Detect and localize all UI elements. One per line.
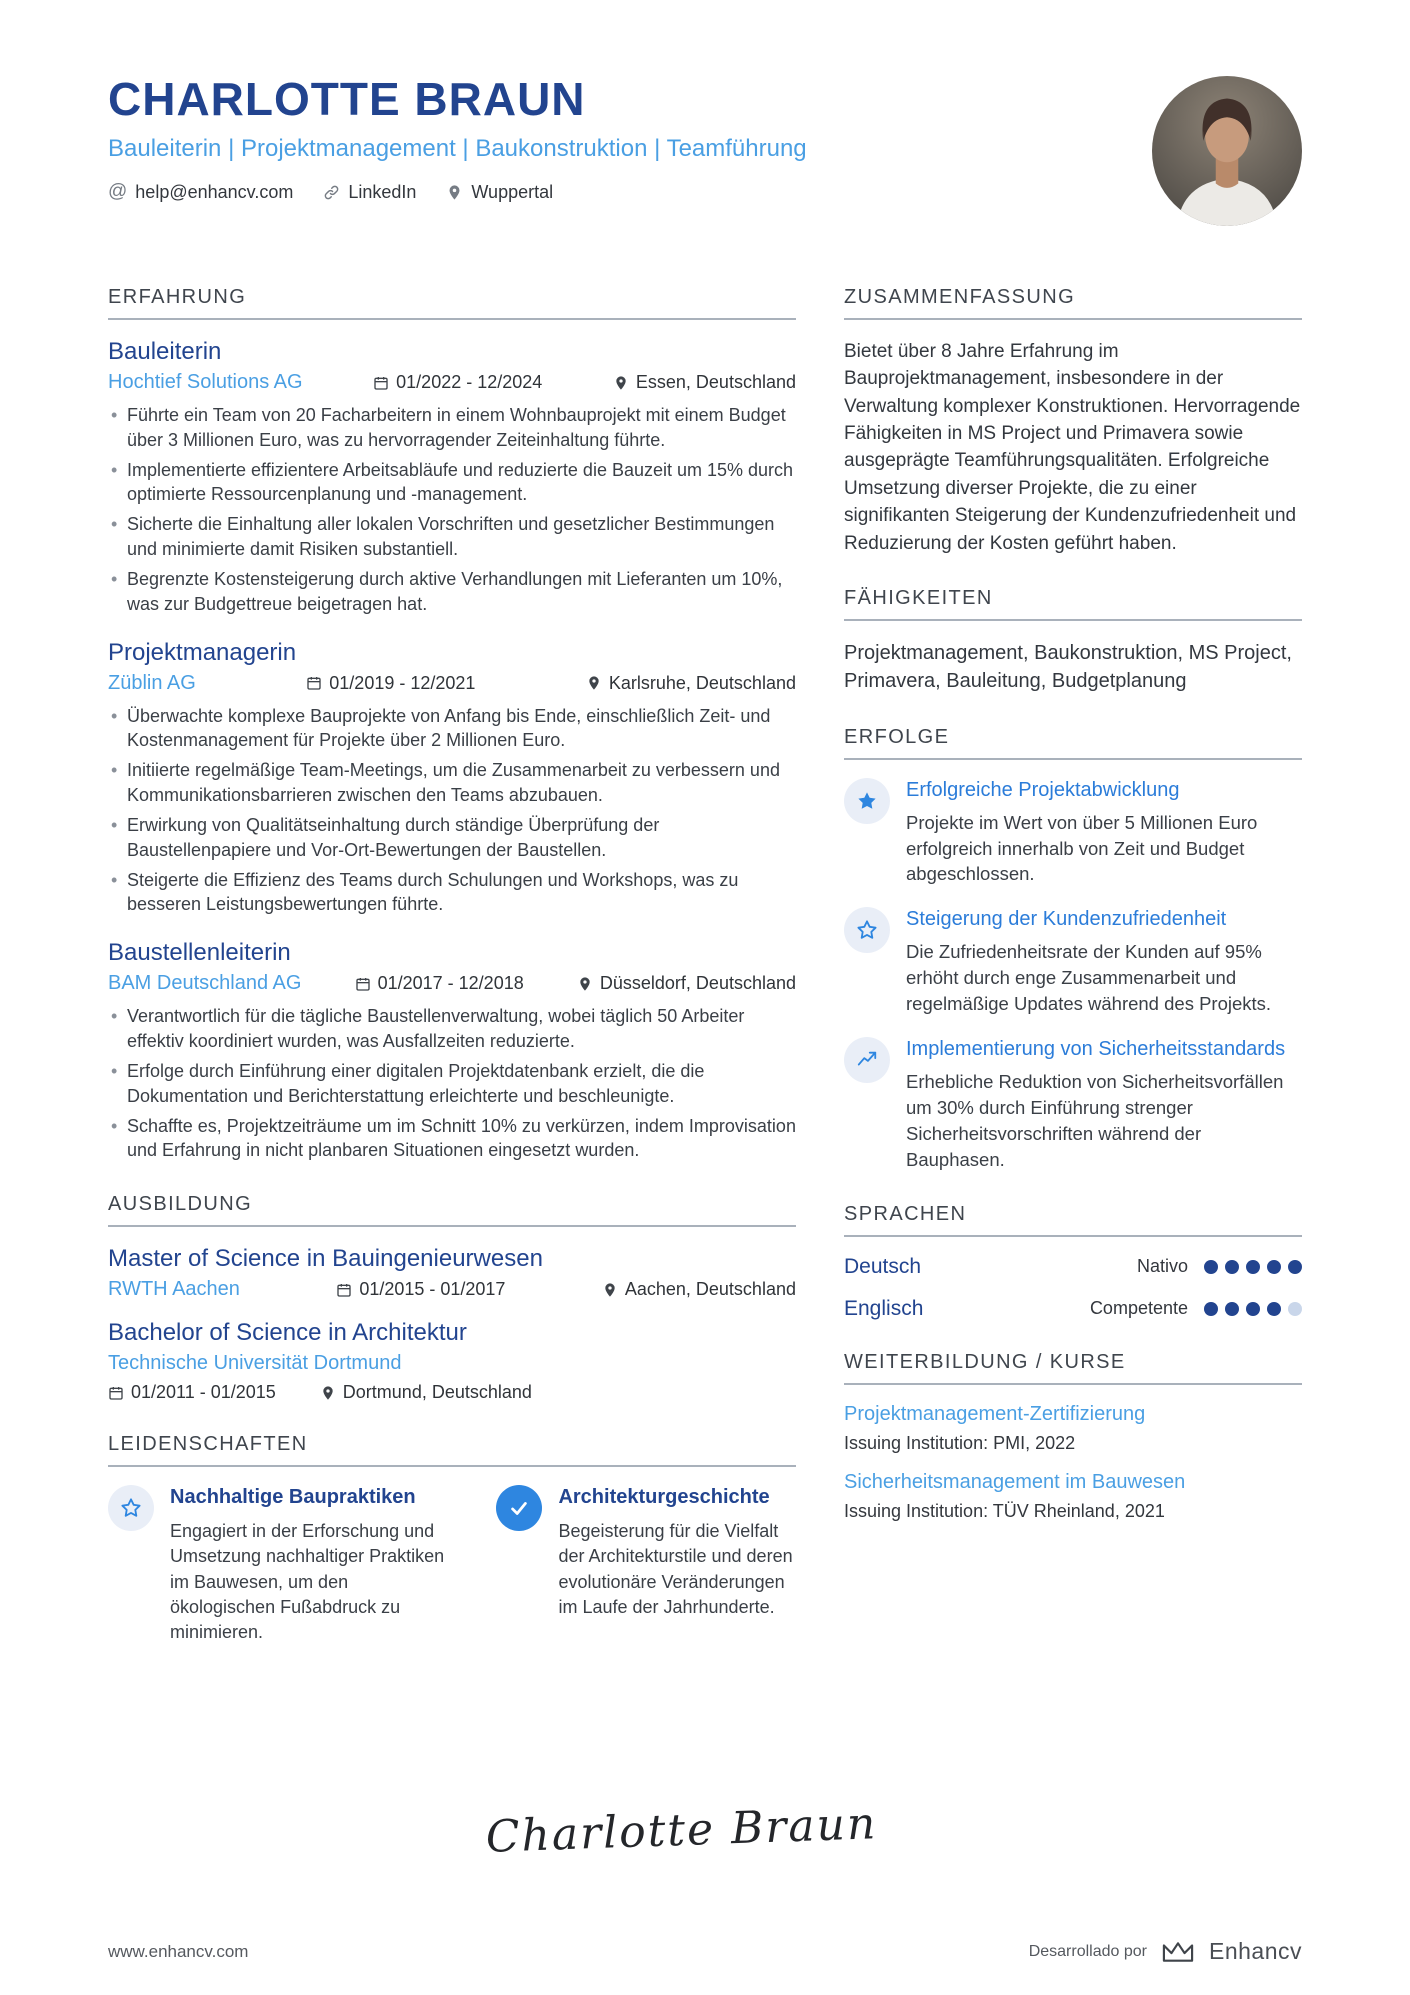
credit-text: Desarrollado por [1028, 1942, 1147, 1960]
bullet: • Sicherte die Einhaltung aller lokalen Vorschriften und gesetzlicher Bestimmungen und minimierte damit Risiken substantiell. [108, 512, 796, 562]
courses-title: WEITERBILDUNG / KURSE [844, 1351, 1302, 1385]
email-text[interactable]: help@enhancv.com [135, 181, 294, 202]
proficiency-dot [1288, 1302, 1302, 1316]
bullet: • Steigerte die Effizienz des Teams durch Schulungen und Workshops, was zu besseren Leistungsbewertungen führte. [108, 868, 796, 918]
calendar-icon [355, 976, 371, 992]
bullet: • Verantwortlich für die tägliche Baustellenverwaltung, wobei täglich 50 Arbeiter effektiv koordiniert wurden, was Ausfallzeiten reduzierte. [108, 1004, 796, 1054]
education-meta [108, 1382, 796, 1403]
passion-text: Engagiert in der Erforschung und Umsetzung nachhaltiger Praktiken im Bauwesen, um den ökologischen Fußabdruck zu minimieren. [170, 1521, 445, 1642]
school-link[interactable]: RWTH Aachen [108, 1278, 240, 1301]
footer [108, 1938, 1302, 1965]
location-pin-icon [586, 675, 602, 691]
language-level: Nativo [1136, 1256, 1188, 1277]
location-pin-icon [577, 976, 593, 992]
bullet: • Erfolge durch Einführung einer digitalen Projektdatenbank erzielt, die die Dokumentation und Berichterstattung erleichterte und beschleunigte. [108, 1059, 796, 1109]
location-pin-icon [320, 1385, 336, 1401]
bullet: • Erwirkung von Qualitätseinhaltung durch ständige Überprüfung der Baustellenpapiere und Vor-Ort-Bewertungen der Baustellen. [108, 813, 796, 863]
header-text [108, 72, 807, 203]
education-entry [108, 1319, 796, 1403]
course-entry [844, 1471, 1302, 1522]
section-passions [108, 1433, 796, 1645]
achievement-heading: Implementierung von Sicherheitsstandards [906, 1038, 1286, 1060]
passion-content [170, 1485, 452, 1645]
passion-text: Begeisterung für die Vielfalt der Architekturstile und deren evolutionäre Veränderungen im Laufe der Jahrhunderte. [558, 1521, 793, 1617]
achievement-entry [844, 907, 1302, 1017]
job-bullets [108, 704, 796, 918]
education-dates [108, 1382, 276, 1403]
education-entry [108, 1245, 796, 1301]
language-proficiency-dots [1204, 1302, 1302, 1316]
contact-row [108, 181, 807, 203]
course-link[interactable]: Sicherheitsmanagement im Bauwesen [844, 1470, 1186, 1493]
dates-text: 01/2022 - 12/2024 [396, 372, 543, 392]
job-dates [306, 673, 475, 694]
bullet: • Schaffte es, Projektzeiträume um im Schnitt 10% zu verkürzen, indem Improvisation und Erfahrung in nicht planbaren Situationen eingesetzt wurden. [108, 1114, 796, 1164]
dates-text: 01/2011 - 01/2015 [131, 1382, 276, 1403]
job-role: Projektmanagerin [108, 638, 297, 666]
bullet: • Begrenzte Kostensteigerung durch aktive Verhandlungen mit Lieferanten um 10%, was zur Budgettreue beigetragen hat. [108, 567, 796, 617]
location-text: Aachen, Deutschland [624, 1279, 796, 1300]
proficiency-dot [1204, 1302, 1218, 1316]
dates-text: 01/2015 - 01/2017 [359, 1279, 506, 1300]
brand-name[interactable]: Enhancv [1208, 1938, 1302, 1964]
at-icon: @ [108, 181, 128, 202]
school-line [108, 1352, 796, 1375]
job-entry [108, 939, 796, 1163]
dates-text: 01/2019 - 12/2021 [329, 672, 476, 693]
achievement-content [906, 907, 1302, 1017]
job-entry [108, 639, 796, 918]
achievement-content [906, 1037, 1302, 1173]
proficiency-dot [1267, 1302, 1281, 1316]
education-location [320, 1382, 532, 1403]
check-icon [496, 1485, 542, 1531]
job-location [613, 372, 796, 393]
website-link[interactable]: www.enhancv.com [108, 1941, 249, 1961]
person-name: CHARLOTTE BRAUN [108, 73, 586, 125]
star-outline-icon [108, 1485, 154, 1531]
achievement-text: Die Zufriedenheitsrate der Kunden auf 95% erhöht durch enge Zusammenarbeit und regelmäßige Updates während des Projekts. [906, 941, 1272, 1015]
proficiency-dot [1225, 1302, 1239, 1316]
bullet: • Initiierte regelmäßige Team-Meetings, um die Zusammenarbeit zu verbessern und Kommunikationsbarrieren zwischen den Teams abzubauen. [108, 758, 796, 808]
education-dates [336, 1279, 505, 1300]
course-institution: Issuing Institution: TÜV Rheinland, 2021 [844, 1500, 1165, 1521]
passion-heading: Architekturgeschichte [558, 1486, 770, 1509]
job-entry [108, 338, 796, 617]
profile-photo [1152, 76, 1302, 226]
course-institution: Issuing Institution: PMI, 2022 [844, 1432, 1076, 1453]
job-meta [108, 371, 796, 394]
school-link[interactable]: Technische Universität Dortmund [108, 1352, 402, 1375]
calendar-icon [306, 675, 322, 691]
achievement-entry [844, 778, 1302, 888]
star-outline-icon [844, 907, 890, 953]
passions-title: LEIDENSCHAFTEN [108, 1433, 796, 1467]
degree-name: Master of Science in Bauingenieurwesen [108, 1245, 543, 1273]
experience-title: ERFAHRUNG [108, 286, 796, 320]
achievement-heading: Steigerung der Kundenzufriedenheit [906, 908, 1227, 931]
dates-text: 01/2017 - 12/2018 [377, 973, 524, 994]
content-columns [108, 286, 1302, 1675]
company-link[interactable]: Hochtief Solutions AG [108, 371, 303, 393]
passions-grid [108, 1485, 796, 1645]
passion-heading: Nachhaltige Baupraktiken [170, 1486, 416, 1509]
education-location [602, 1279, 796, 1300]
skills-list: Projektmanagement, Baukonstruktion, MS Project, Primavera, Bauleitung, Budgetplanung [844, 641, 1292, 693]
location-text: Karlsruhe, Deutschland [608, 672, 796, 693]
section-courses [844, 1351, 1302, 1522]
signature: Charlotte Braun [484, 1798, 879, 1863]
headline: Bauleiterin | Projektmanagement | Baukonstruktion | Teamführung [108, 135, 807, 162]
job-bullets [108, 1004, 796, 1163]
email-contact[interactable] [108, 181, 293, 203]
achievement-heading: Erfolgreiche Projektabwicklung [906, 778, 1180, 801]
achievement-content [906, 778, 1302, 888]
proficiency-dot [1288, 1260, 1302, 1274]
linkedin-text[interactable]: LinkedIn [348, 181, 417, 202]
section-achievements [844, 726, 1302, 1173]
company-link[interactable]: BAM Deutschland AG [108, 972, 302, 995]
passion-entry [108, 1485, 452, 1645]
location-pin-icon [446, 184, 463, 201]
language-level: Competente [1089, 1298, 1188, 1319]
calendar-icon [373, 375, 389, 391]
star-filled-icon [844, 778, 890, 824]
proficiency-dot [1267, 1260, 1281, 1274]
achievement-text: Erhebliche Reduktion von Sicherheitsvorfällen um 30% durch Einführung strenger Sicherheitsvorschriften während der Bauphasen. [906, 1071, 1284, 1170]
job-location [586, 673, 796, 694]
section-education [108, 1193, 796, 1403]
job-dates [373, 372, 542, 393]
bullet: • Führte ein Team von 20 Facharbeitern in einem Wohnbauprojekt mit einem Budget über 3 Millionen Euro, was zu hervorragender Zeiteinhaltung führte. [108, 403, 796, 453]
language-name: Deutsch [844, 1254, 922, 1278]
left-column [108, 286, 796, 1675]
portrait-image [1152, 76, 1302, 226]
linkedin-contact[interactable] [323, 182, 416, 203]
language-row [844, 1297, 1302, 1321]
job-location [577, 973, 796, 994]
proficiency-dot [1246, 1302, 1260, 1316]
location-text: Essen, Deutschland [635, 372, 796, 392]
passion-content [558, 1485, 796, 1645]
proficiency-dot [1246, 1260, 1260, 1274]
location-text: Wuppertal [471, 181, 554, 202]
link-icon [323, 184, 340, 201]
course-link[interactable]: Projektmanagement-Zertifizierung [844, 1402, 1146, 1425]
summary-text: Bietet über 8 Jahre Erfahrung im Bauprojektmanagement, insbesondere in der Verwaltung komplexer Konstruktionen. Hervorragende Fähigkeiten in MS Project und Primavera sowie ausgeprägte Teamführungsqualitäten. Erfolgreiche Umsetzung diverser Projekte, die zu einer signifikanten Steigerung der Kundenzufriedenheit und Reduzierung der Kosten geführt haben. [844, 341, 1301, 554]
bullet: • Implementierte effizientere Arbeitsabläufe und reduzierte die Bauzeit um 15% durch optimierte Ressourcenplanung und -management. [108, 458, 796, 508]
right-column [844, 286, 1302, 1675]
degree-name: Bachelor of Science in Architektur [108, 1319, 467, 1347]
location-pin-icon [613, 375, 629, 391]
job-meta [108, 972, 796, 995]
header [108, 72, 1302, 226]
company-link[interactable]: Züblin AG [108, 671, 196, 694]
course-entry [844, 1403, 1302, 1454]
education-meta [108, 1278, 796, 1301]
education-title: AUSBILDUNG [108, 1193, 796, 1227]
location-text: Düsseldorf, Deutschland [599, 973, 796, 994]
section-languages [844, 1203, 1302, 1321]
achievements-title: ERFOLGE [844, 726, 1302, 760]
bullet: • Überwachte komplexe Bauprojekte von Anfang bis Ende, einschließlich Zeit- und Kostenmanagement für Projekte über 2 Millionen Euro. [108, 704, 796, 754]
job-bullets [108, 403, 796, 617]
passion-entry [496, 1485, 796, 1645]
language-proficiency-dots [1204, 1260, 1302, 1274]
achievement-entry [844, 1037, 1302, 1173]
enhancv-logo-icon[interactable] [1159, 1939, 1197, 1965]
achievement-text: Projekte im Wert von über 5 Millionen Euro erfolgreich innerhalb von Zeit und Budget abgeschlossen. [906, 811, 1258, 885]
calendar-icon [108, 1385, 124, 1401]
language-name: Englisch [844, 1296, 924, 1320]
proficiency-dot [1204, 1260, 1218, 1274]
proficiency-dot [1225, 1260, 1239, 1274]
language-row [844, 1255, 1302, 1279]
job-meta [108, 672, 796, 695]
languages-title: SPRACHEN [844, 1203, 1302, 1237]
calendar-icon [336, 1282, 352, 1298]
section-experience [108, 286, 796, 1163]
section-summary [844, 286, 1302, 557]
job-role: Baustellenleiterin [108, 939, 291, 967]
trend-up-icon [844, 1037, 890, 1083]
location-text: Dortmund, Deutschland [342, 1382, 532, 1403]
job-dates [355, 973, 524, 994]
summary-title: ZUSAMMENFASSUNG [844, 286, 1302, 320]
section-skills [844, 587, 1302, 696]
location-pin-icon [602, 1282, 618, 1298]
skills-title: FÄHIGKEITEN [844, 587, 1302, 621]
location-contact [446, 182, 553, 203]
job-role: Bauleiterin [108, 338, 222, 365]
footer-brand [1029, 1938, 1302, 1965]
